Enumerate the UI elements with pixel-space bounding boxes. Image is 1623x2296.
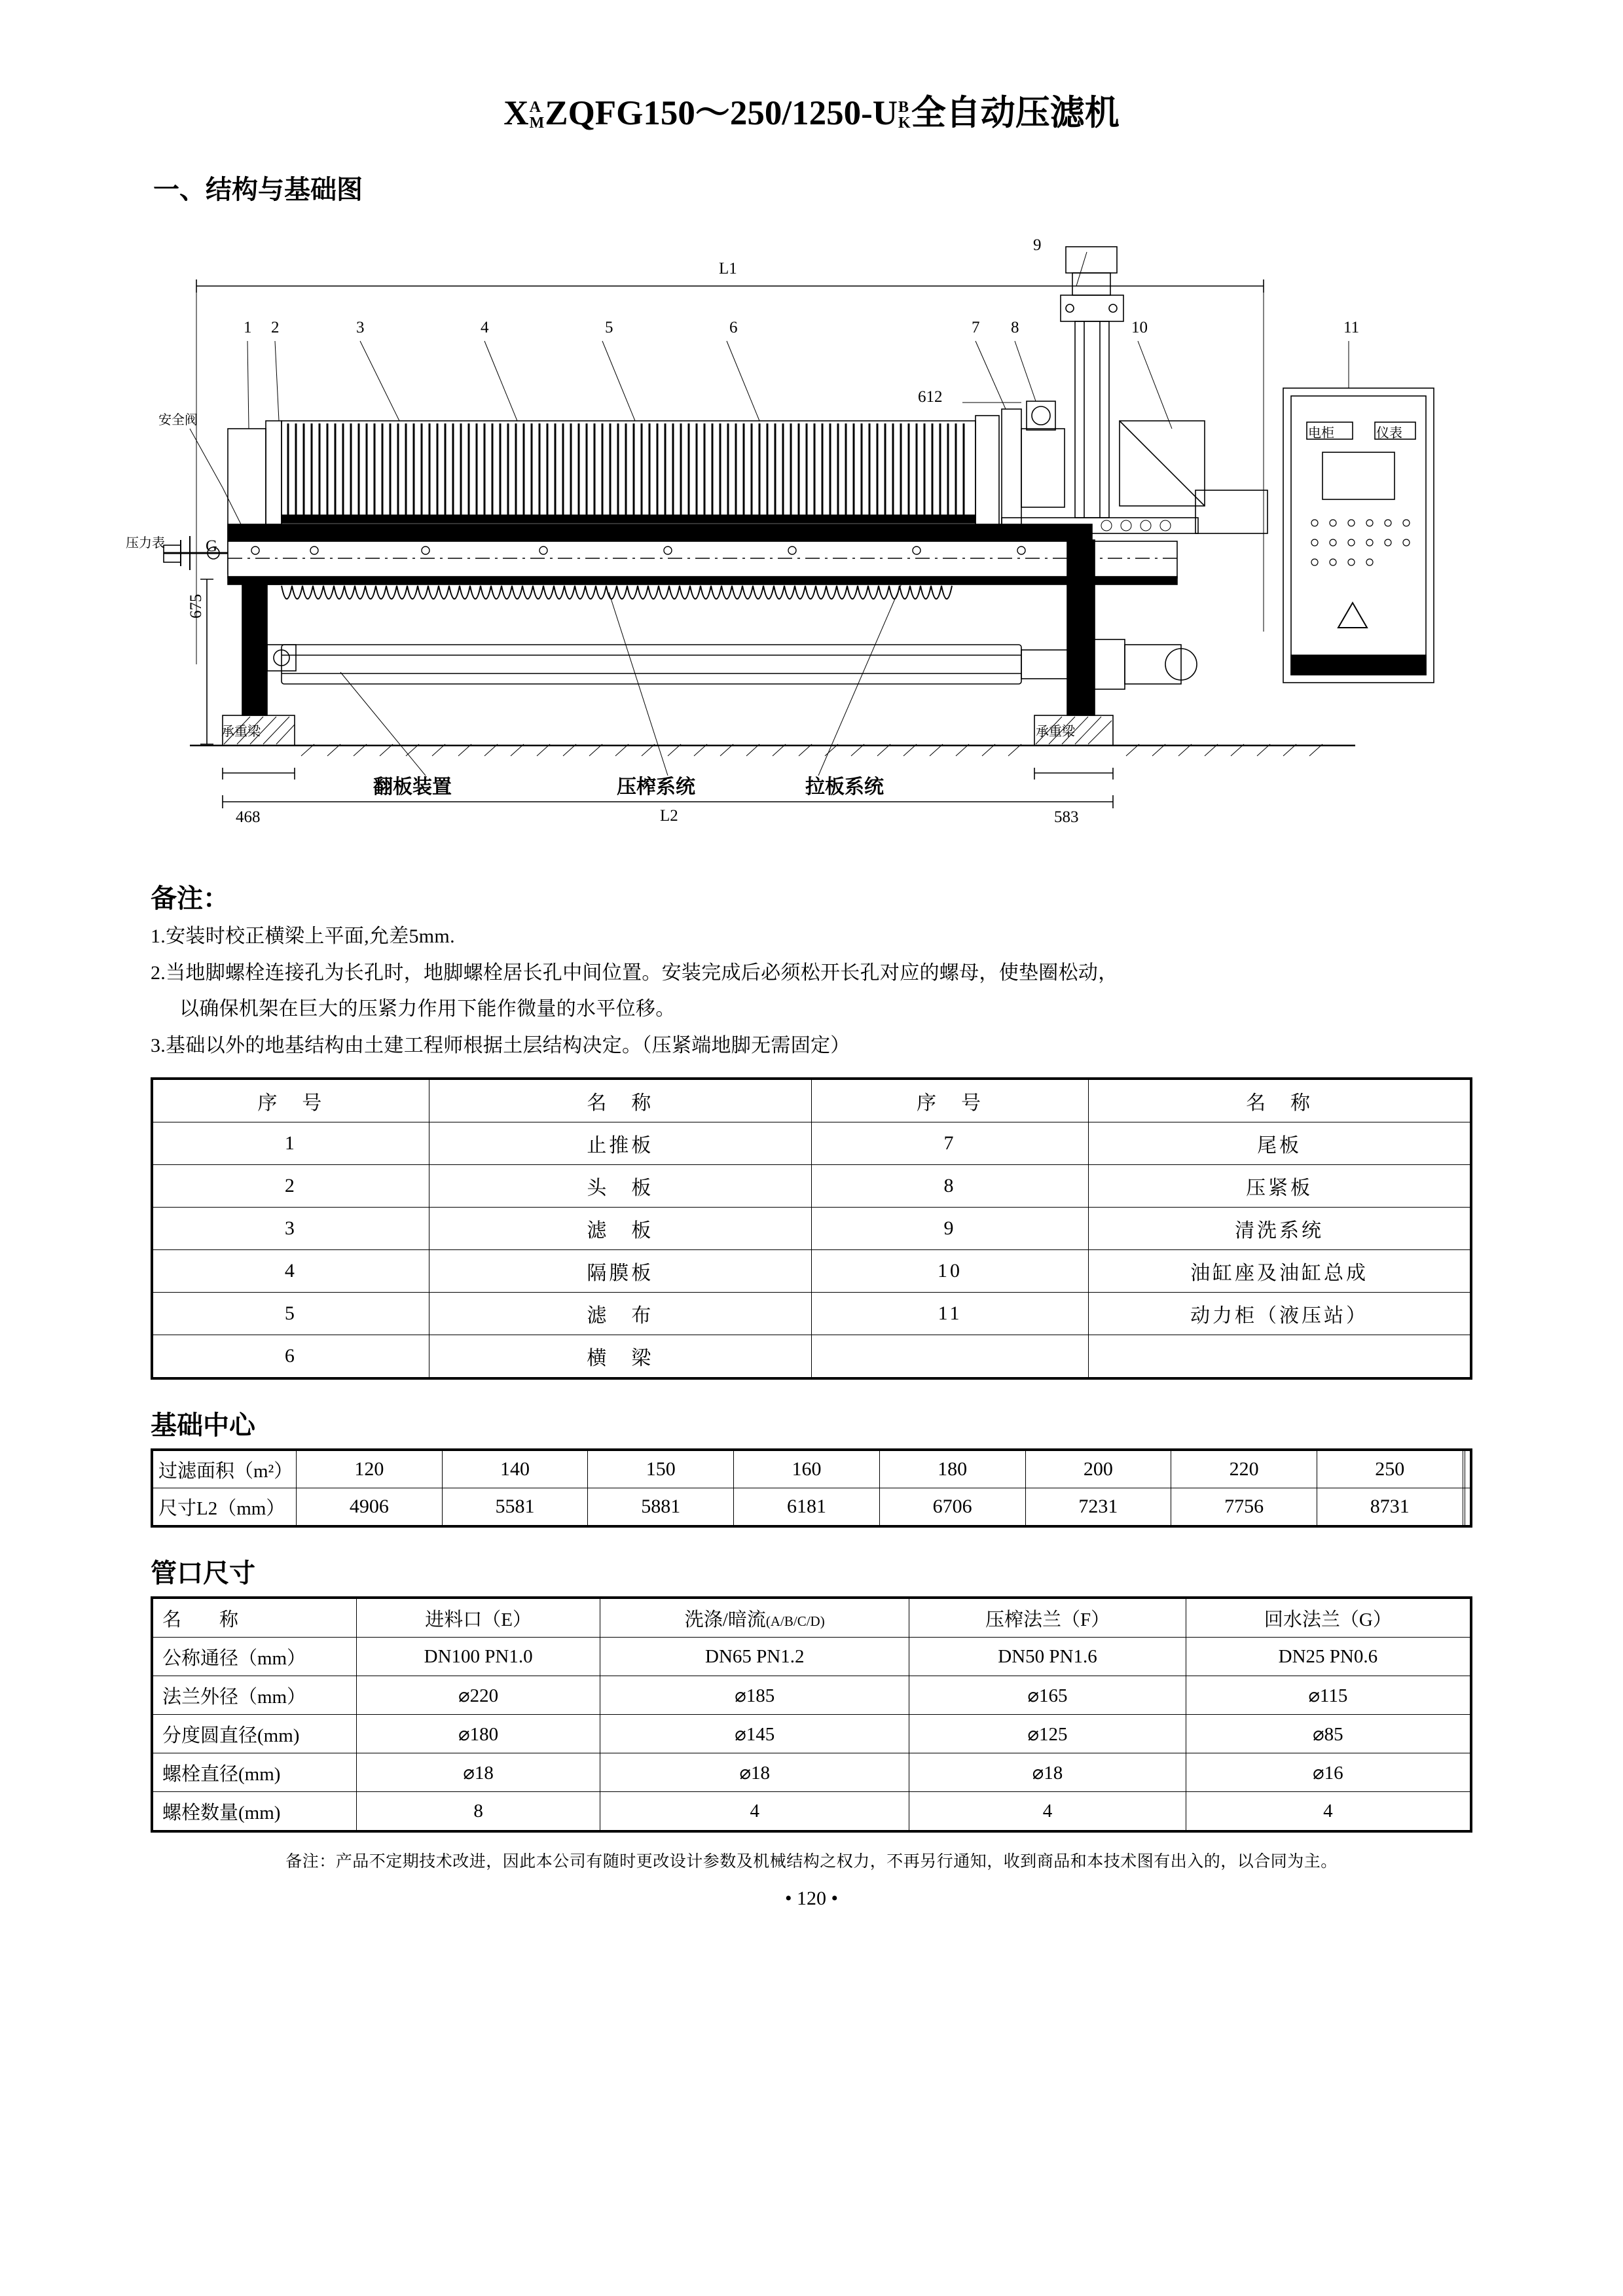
base-area-cell: 150 [588, 1450, 734, 1488]
title-sup-A: A [529, 98, 541, 116]
parts-cell: 7 [811, 1122, 1088, 1165]
pipe-cell: ⌀145 [600, 1715, 909, 1753]
title-part-mid: ZQFG150～250/1250-U [545, 94, 898, 132]
title-sup-sub-2 [898, 99, 911, 131]
table-row [152, 1450, 1471, 1488]
base-l2-cell: 4906 [297, 1488, 443, 1527]
table-row [152, 1488, 1471, 1527]
pipe-cell: DN65 PN1.2 [600, 1638, 909, 1676]
base-l2-cell: 8731 [1317, 1488, 1463, 1527]
pipe-cell: ⌀18 [909, 1753, 1186, 1792]
base-area-cell: 180 [879, 1450, 1025, 1488]
label-flip-device: 翻板装置 [373, 776, 452, 798]
base-row-head-area: 过滤面积（m²） [152, 1450, 297, 1488]
label-load-beam-right: 承重梁 [1036, 725, 1075, 739]
pipe-cell: 4 [909, 1792, 1186, 1832]
parts-cell: 9 [811, 1208, 1088, 1250]
pipe-cell: ⌀125 [909, 1715, 1186, 1753]
label-load-beam-left: 承重梁 [221, 725, 261, 739]
table-row [152, 1715, 1471, 1753]
parts-cell: 10 [811, 1250, 1088, 1293]
section-heading-structure: 一、结构与基础图 [153, 175, 363, 204]
dimension-L1: L1 [719, 260, 737, 278]
pipe-row-head: 螺栓数量(mm) [152, 1792, 357, 1832]
parts-cell: 2 [152, 1165, 429, 1208]
label-press-system: 压榨系统 [617, 776, 695, 798]
parts-cell: 止推板 [429, 1122, 811, 1165]
base-area-cell: 120 [297, 1450, 443, 1488]
parts-col-name-2: 名 称 [1089, 1079, 1471, 1122]
table-header-row [152, 1598, 1471, 1638]
title-sub-M: M [529, 114, 545, 132]
pipe-col-wash-label: 洗涤/暗流 [684, 1609, 766, 1630]
note-item-3: 3.基础以外的地基结构由土建工程师根据土层结构决定。（压紧端地脚无需固定） [151, 1034, 850, 1056]
parts-cell [811, 1335, 1088, 1379]
base-row-head-l2: 尺寸L2（mm） [152, 1488, 297, 1527]
table-row [152, 1753, 1471, 1792]
dimension-L2: L2 [660, 807, 678, 825]
pipe-cell: ⌀115 [1186, 1676, 1471, 1715]
title-part-post: 全自动压滤机 [911, 94, 1120, 132]
pipe-cell: 4 [600, 1792, 909, 1832]
title-sup-B: B [898, 98, 909, 116]
table-header-row [152, 1079, 1471, 1122]
page-number: • 120 • [784, 1888, 838, 1910]
parts-cell: 头 板 [429, 1165, 811, 1208]
base-area-cell: 200 [1025, 1450, 1171, 1488]
cabinet-mark-left: 电柜 [1308, 426, 1334, 440]
callout-4: 4 [481, 319, 489, 336]
label-safety-valve: 安全阀 [158, 413, 198, 427]
pipe-col-name: 名 称 [152, 1598, 357, 1638]
base-center-table [151, 1448, 1472, 1528]
pipe-col-wash-sub: (A/B/C/D) [765, 1613, 825, 1629]
parts-col-no-1: 序 号 [152, 1079, 429, 1122]
callout-6: 6 [729, 319, 738, 336]
callout-1: 1 [244, 319, 252, 336]
parts-cell: 尾板 [1089, 1122, 1471, 1165]
pipe-col-press-flange: 压榨法兰（F） [909, 1598, 1186, 1638]
label-pressure-gauge: 压力表 [126, 536, 165, 550]
footnote: 备注：产品不定期技术改进，因此本公司有随时更改设计参数及机械结构之权力，不再另行通知，收到商品和本技术图有出入的，以合同为主。 [285, 1853, 1338, 1871]
table-row [152, 1676, 1471, 1715]
table-row [152, 1122, 1471, 1165]
table-row [152, 1165, 1471, 1208]
parts-cell: 动力柜（液压站） [1089, 1293, 1471, 1335]
pipe-size-heading: 管口尺寸 [151, 1558, 255, 1588]
pipe-size-table [151, 1596, 1472, 1833]
callout-11: 11 [1343, 319, 1360, 336]
pipe-row-head: 分度圆直径(mm) [152, 1715, 357, 1753]
pipe-col-wash [600, 1598, 909, 1638]
table-row [152, 1250, 1471, 1293]
title-sup-sub-1 [530, 99, 545, 131]
parts-cell: 11 [811, 1293, 1088, 1335]
base-area-cell: 140 [442, 1450, 588, 1488]
parts-cell: 滤 板 [429, 1208, 811, 1250]
notes-heading: 备注： [151, 884, 229, 913]
base-l2-cell: 6706 [879, 1488, 1025, 1527]
note-item-1: 1.安装时校正横梁上平面,允差5mm. [151, 925, 455, 947]
pipe-cell: ⌀180 [357, 1715, 600, 1753]
base-area-cell: 220 [1171, 1450, 1317, 1488]
parts-col-no-2: 序 号 [811, 1079, 1088, 1122]
callout-3: 3 [356, 319, 365, 336]
dimension-583: 583 [1054, 808, 1079, 826]
pipe-cell: DN50 PN1.6 [909, 1638, 1186, 1676]
parts-cell: 8 [811, 1165, 1088, 1208]
table-row [152, 1208, 1471, 1250]
base-l2-cell: 6181 [734, 1488, 880, 1527]
note-item-2: 2.当地脚螺栓连接孔为长孔时，地脚螺栓居长孔中间位置。安装完成后必须松开长孔对应的螺母，使垫圈松动， [151, 961, 1118, 984]
parts-table [151, 1077, 1472, 1380]
pipe-cell: ⌀16 [1186, 1753, 1471, 1792]
parts-cell: 清洗系统 [1089, 1208, 1471, 1250]
callout-10: 10 [1131, 319, 1148, 336]
pipe-row-head: 公称通径（mm） [152, 1638, 357, 1676]
table-row [152, 1335, 1471, 1379]
pipe-cell: ⌀185 [600, 1676, 909, 1715]
pipe-row-head: 螺栓直径(mm) [152, 1753, 357, 1792]
pipe-row-head: 法兰外径（mm） [152, 1676, 357, 1715]
label-pull-plate-system: 拉板系统 [805, 776, 884, 798]
pipe-cell: ⌀18 [600, 1753, 909, 1792]
parts-cell: 油缸座及油缸总成 [1089, 1250, 1471, 1293]
base-center-heading: 基础中心 [151, 1410, 255, 1441]
table-row [152, 1792, 1471, 1832]
parts-cell: 横 梁 [429, 1335, 811, 1379]
pipe-cell: ⌀18 [357, 1753, 600, 1792]
parts-cell: 滤 布 [429, 1293, 811, 1335]
callout-9: 9 [1033, 236, 1042, 254]
parts-cell: 5 [152, 1293, 429, 1335]
callout-7: 7 [972, 319, 980, 336]
note-item-2-cont: 以确保机架在巨大的压紧力作用下能作微量的水平位移。 [179, 998, 676, 1020]
parts-col-name-1: 名 称 [429, 1079, 811, 1122]
page-title [151, 85, 1472, 135]
base-area-cell: 160 [734, 1450, 880, 1488]
parts-cell: 压紧板 [1089, 1165, 1471, 1208]
pipe-cell: ⌀85 [1186, 1715, 1471, 1753]
base-l2-cell [1465, 1488, 1471, 1527]
parts-cell [1089, 1335, 1471, 1379]
table-row [152, 1638, 1471, 1676]
assembly-drawing [126, 213, 1473, 874]
title-part-pre: X [503, 94, 529, 132]
pipe-col-return-flange: 回水法兰（G） [1186, 1598, 1471, 1638]
callout-5: 5 [605, 319, 613, 336]
pipe-cell: ⌀165 [909, 1676, 1186, 1715]
dimension-468: 468 [236, 808, 261, 826]
pipe-cell: 8 [357, 1792, 600, 1832]
callout-8: 8 [1011, 319, 1019, 336]
parts-cell: 4 [152, 1250, 429, 1293]
base-l2-cell: 5881 [588, 1488, 734, 1527]
parts-cell: 6 [152, 1335, 429, 1379]
dimension-675: 675 [187, 594, 205, 619]
parts-cell: 隔膜板 [429, 1250, 811, 1293]
label-port-G: G [206, 537, 218, 555]
pipe-cell: DN100 PN1.0 [357, 1638, 600, 1676]
base-area-cell: 250 [1317, 1450, 1463, 1488]
parts-cell: 3 [152, 1208, 429, 1250]
table-row [152, 1293, 1471, 1335]
callout-2: 2 [271, 319, 280, 336]
title-sub-K: K [898, 114, 911, 132]
pipe-col-feed: 进料口（E） [357, 1598, 600, 1638]
parts-cell: 1 [152, 1122, 429, 1165]
base-l2-cell: 5581 [442, 1488, 588, 1527]
pipe-cell: ⌀220 [357, 1676, 600, 1715]
dimension-612: 612 [918, 388, 943, 406]
base-l2-cell: 7756 [1171, 1488, 1317, 1527]
cabinet-mark-right: 仪表 [1376, 426, 1402, 440]
pipe-cell: 4 [1186, 1792, 1471, 1832]
pipe-cell: DN25 PN0.6 [1186, 1638, 1471, 1676]
base-l2-cell: 7231 [1025, 1488, 1171, 1527]
base-area-cell [1465, 1450, 1471, 1488]
